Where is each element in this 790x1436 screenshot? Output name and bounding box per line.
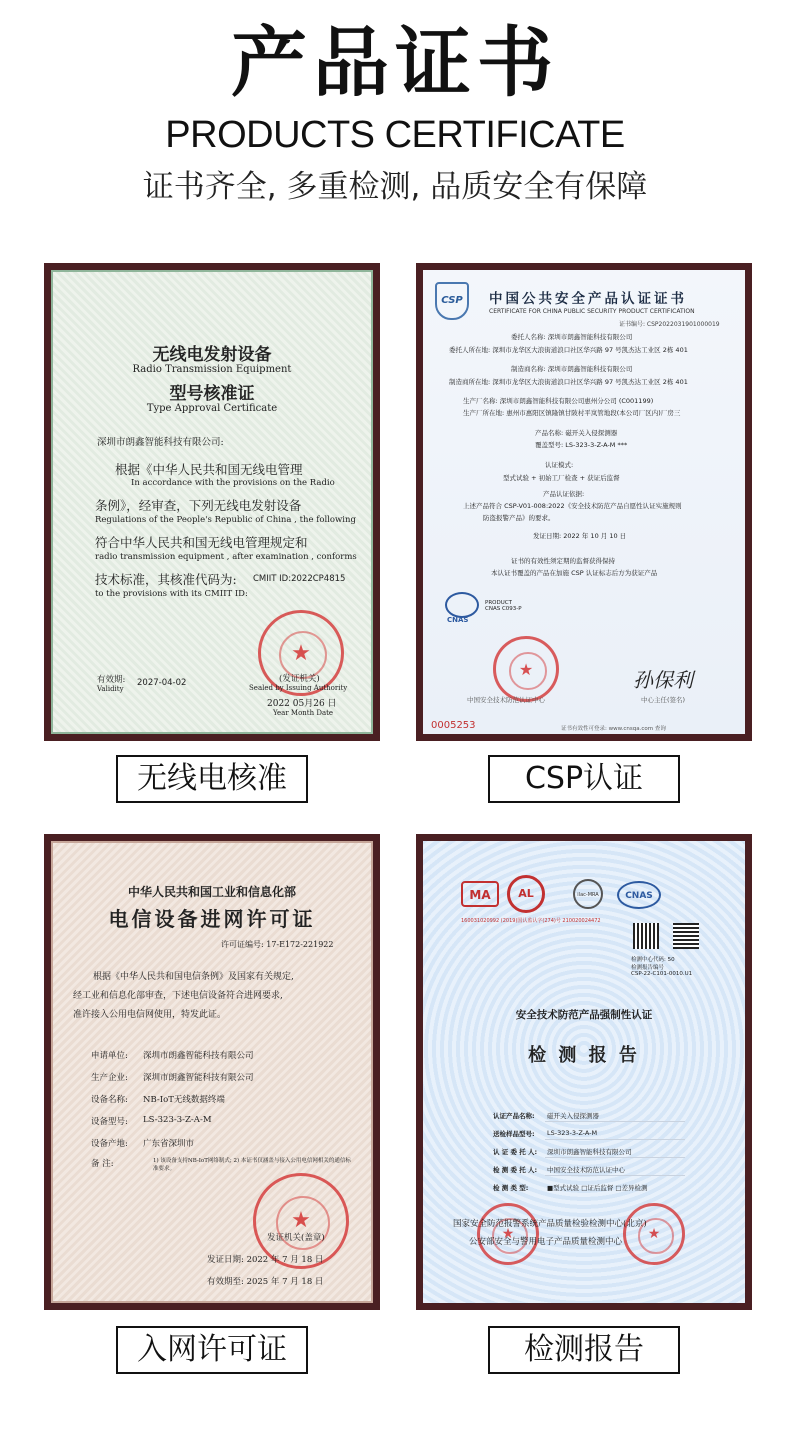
body-line: 根据《中华人民共和国电信条例》及国家有关规定, [93,972,294,982]
field-value: 中国安全技术防范认证中心 [547,1166,625,1174]
cnas-label: CNAS [447,616,469,624]
serial-number: 0005253 [431,720,476,731]
body-line-en: to the provisions with its CMIIT ID: [95,589,248,599]
field-underline [545,1175,685,1176]
caption-network: 入网许可证 [116,1326,308,1374]
official-seal: ★ [477,1203,539,1265]
certificate-network [51,841,373,1303]
report-number-label: 检测报告编号 [631,965,665,971]
body-line: 经工业和信息化部审查，下述电信设备符合进网要求, [73,991,283,1001]
caption-report: 检测报告 [488,1326,680,1374]
certificate-report [423,841,745,1303]
qr-code-icon [673,923,699,949]
logo-label: AL [518,887,534,900]
body-line: 符合中华人民共和国无线电管理规定和 [95,535,308,550]
logo-label: MA [469,888,491,902]
director-signature-label: 中心主任(签名) [641,696,686,704]
issue-date: 2022 05月26 日 [267,699,337,709]
csp-badge-text: CSP [441,295,463,306]
field-value: 广东省深圳市 [143,1139,195,1149]
lab-name: 公安部安全与警用电子产品质量检测中心 [469,1237,623,1247]
body-line: 根据《中华人民共和国无线电管理 [115,462,303,477]
cma-logo-icon [461,881,499,907]
field-value: 深圳市朗鑫智能科技有限公司 [547,1148,632,1156]
field-label: 送检样品型号: [493,1130,535,1138]
issue-date: 发证日期: 2022 年 7 月 18 日 [207,1255,324,1265]
body-line: 条例》，经审查，下列无线电发射设备 [95,498,302,513]
cert-line: 委托人所在地: 深圳市龙华区大浪街道浪口社区华兴路 97 号凯杰达工业区 2栋 401 [449,346,688,354]
cert-subtitle: 型号核准证 [169,384,255,404]
official-seal: ★ [253,1173,349,1269]
cert-number: 证书编号: CSP2022031901000019 [619,321,720,328]
license-number: 许可证编号: 17-E172-221922 [221,940,334,949]
company-name: 深圳市朗鑫智能科技有限公司: [97,437,224,448]
field-label: 检 测 委 托 人: [493,1166,538,1174]
cnas-logo-icon [617,881,661,909]
cert-line: 上述产品符合 CSP-V01-008:2022《安全技术防范产品自愿性认证实施规则 [463,502,682,510]
cert-title: 中国公共安全产品认证证书 [489,291,687,307]
caption-radio: 无线电核准 [116,755,308,803]
cert-line: 委托人名称: 深圳市朗鑫智能科技有限公司 [511,333,633,341]
field-underline [545,1157,685,1158]
ilac-mra-logo-icon [573,879,603,909]
body-line: 准许接入公用电信网使用，特发此证。 [73,1010,227,1020]
report-subtitle: 安全技术防范产品强制性认证 [515,1009,653,1021]
cal-logo-icon [507,875,545,913]
cert-line: 产品认证依据: [543,490,585,498]
issuing-center: 中国安全技术防范认证中心 [467,696,545,704]
field-value: NB-IoT无线数据终端 [143,1095,225,1105]
validity-label: 有效期: [97,675,126,685]
field-label: 认证产品名称: [493,1112,535,1120]
issuing-authority: (发证机关) [279,674,320,684]
body-line-en: radio transmission equipment , after examination , conforms [95,552,357,562]
certificate-csp-frame [416,263,752,741]
cert-line: 本认证书覆盖的产品在加施 CSP 认证标志后方为获证产品 [491,569,658,577]
field-label: 设备型号: [91,1117,128,1127]
field-value: ■型式试验 □证后监督 □差异检测 [547,1184,648,1192]
page-title: 产品证书 [231,18,559,107]
cert-line: 生产厂所在地: 惠州市惠阳区镇隆镇甘陂村平岚管地段(本公司厂区内)厂房三 [463,409,681,417]
cert-line: 生产厂名称: 深圳市朗鑫智能科技有限公司惠州分公司 (C001199) [463,397,654,405]
field-underline [545,1121,685,1122]
cert-line: 发证日期: 2022 年 10 月 10 日 [533,532,627,540]
official-seal: ★ [493,636,559,702]
official-seal: ★ [623,1203,685,1265]
field-value: LS-323-3-Z-A-M [547,1129,598,1137]
cert-line: 证书的有效性须定期的监督获得保持 [511,557,615,565]
page-subtitle: 证书齐全, 多重检测, 品质安全有保障 [142,169,648,205]
cert-line: 型式试验 + 初始工厂检查 + 获证后监督 [503,474,620,482]
field-label: 申请单位: [91,1051,128,1061]
certificate-radio [51,270,373,734]
field-value: 磁开关入侵探测器 [547,1112,599,1120]
cnas-sub: PRODUCT CNAS C093-P [485,600,522,612]
csp-shield-icon [435,282,469,320]
verification-footer: 证书有效性可登录: www.cnsqa.com 查询 [561,726,666,732]
cert-line: 防盗报警产品》的要求。 [483,514,555,522]
body-line-en: Regulations of the People's Republic of China , the following [95,515,356,525]
cert-line: 制造商名称: 深圳市朗鑫智能科技有限公司 [511,365,633,373]
expire-date: 有效期至: 2025 年 7 月 18 日 [207,1277,324,1287]
ministry-name: 中华人民共和国工业和信息化部 [127,885,296,899]
caption-csp: CSP认证 [488,755,680,803]
field-value: 深圳市朗鑫智能科技有限公司 [143,1073,254,1083]
certificate-radio-frame [44,263,380,741]
field-label: 备 注: [91,1159,114,1169]
signature: 孙保利 [633,668,693,692]
lab-name: 国家安全防范报警系统产品质量检验检测中心(北京) [453,1219,647,1229]
cert-line: 认证模式: [545,461,574,469]
cert-title: 检 测 报 告 [528,1045,640,1066]
certificate-report-frame [416,834,752,1310]
field-label: 设备名称: [91,1095,128,1105]
logo-label: CNAS [625,891,653,901]
cert-title-en: Radio Transmission Equipment [132,364,292,375]
cert-title: 无线电发射设备 [152,345,272,365]
field-value: 1) 该设备支持NB-IoT网络制式; 2) 本证书仅涵盖与接入公用电信网相关的通信标准要求。 [153,1158,351,1172]
field-label: 检 测 类 型: [493,1184,529,1192]
official-seal: ★ [258,610,344,696]
logo-label: ilac-MRA [577,892,599,898]
page-title-en: PRODUCTS CERTIFICATE [165,114,625,156]
cert-title: 电信设备进网许可证 [108,907,316,931]
body-line: 技术标准，其核准代码为: [95,572,237,587]
field-value: 深圳市朗鑫智能科技有限公司 [143,1051,254,1061]
body-line-en: In accordance with the provisions on the Radio [131,478,335,488]
validity-label-en: Validity [97,685,124,693]
accreditation-numbers: 160031020992 (2019)国认监认字(274)号 210020024472 [461,918,601,924]
issue-date-en: Year Month Date [273,709,334,717]
center-code: 检测中心代码: 50 [631,957,675,963]
cnas-logo [445,592,479,618]
field-label: 生产企业: [91,1073,128,1083]
report-number: CSP-22-C101-0010.U1 [631,971,693,977]
certificate-csp [423,270,745,734]
issuing-authority: 发证机关(盖章) [267,1233,325,1243]
field-value: LS-323-3-Z-A-M [143,1115,212,1125]
cert-title-en: CERTIFICATE FOR CHINA PUBLIC SECURITY PRODUCT CERTIFICATION [489,308,695,315]
cert-line: 覆盖型号: LS-323-3-Z-A-M *** [535,441,628,449]
cmiit-code: CMIIT ID:2022CP4815 [253,574,346,584]
field-label: 设备产地: [91,1139,128,1149]
field-label: 认 证 委 托 人: [493,1148,538,1156]
sealed-by-en: Sealed by Issuing Authority [249,684,348,692]
qr-code-icon [633,923,659,949]
field-underline [545,1139,685,1140]
cert-line: 制造商所在地: 深圳市龙华区大浪街道浪口社区华兴路 97 号凯杰达工业区 2栋 401 [449,378,688,386]
cert-line: 产品名称: 磁开关入侵探测器 [535,429,618,437]
validity-date: 2027-04-02 [137,678,187,688]
certificate-network-frame [44,834,380,1310]
cert-subtitle-en: Type Approval Certificate [146,403,278,414]
